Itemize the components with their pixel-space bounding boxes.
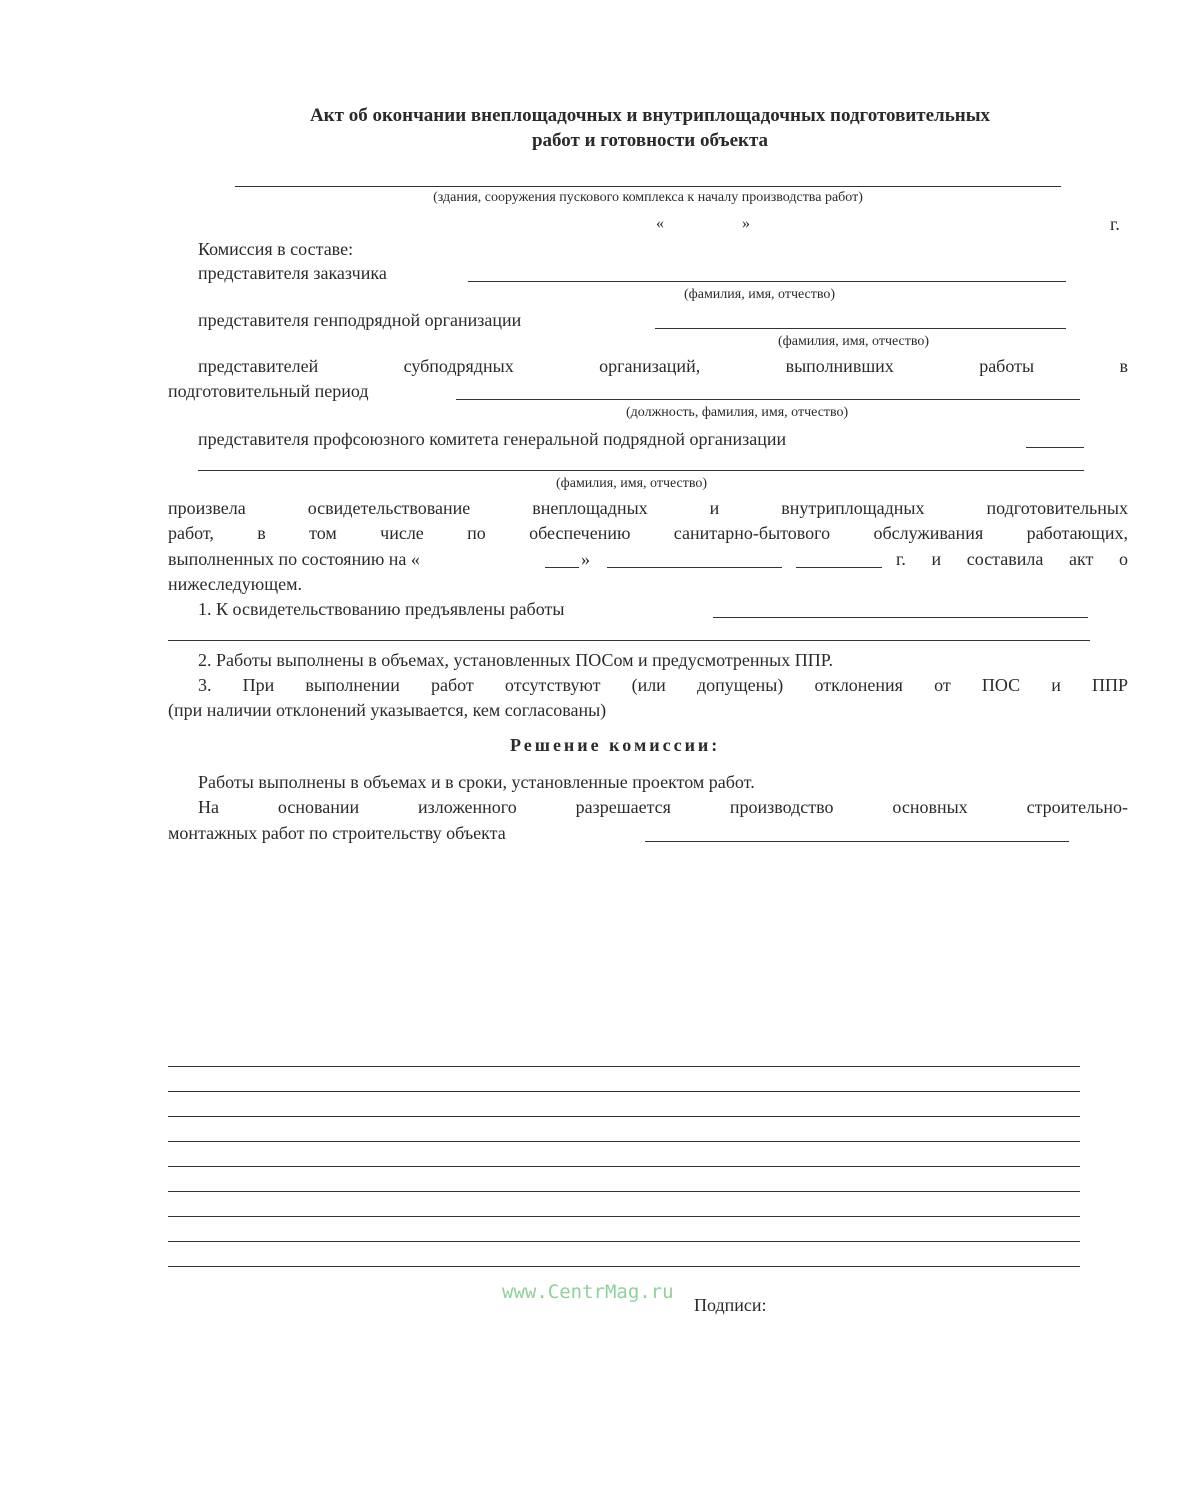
year-line[interactable] bbox=[796, 567, 882, 568]
item-1-line[interactable] bbox=[713, 617, 1088, 618]
ruled-line[interactable] bbox=[168, 1091, 1080, 1092]
watermark: www.CentrMag.ru bbox=[502, 1281, 674, 1303]
decision-line-1: Работы выполнены в объемах и в сроки, установленные проектом работ. bbox=[198, 772, 755, 792]
body-line-1: произвела освидетельствование внеплощадных и внутриплощадных подготовительных bbox=[168, 498, 1128, 518]
subcontractors-word: выполнивших bbox=[785, 356, 894, 376]
item-2: 2. Работы выполнены в объемах, установленных ПОСом и предусмотренных ППР. bbox=[198, 650, 834, 670]
general-contractor-label: представителя генподрядной организации bbox=[198, 310, 522, 330]
body-line-3-quote-close: » bbox=[581, 549, 590, 569]
subcontractors-word: организаций, bbox=[599, 356, 701, 376]
body-line-3-end: г. и составила акт о bbox=[896, 549, 1128, 569]
subcontractors-word: работы bbox=[979, 356, 1035, 376]
subcontractors-word: субподрядных bbox=[403, 356, 514, 376]
item-1: 1. К освидетельствованию предъявлены работы bbox=[198, 599, 565, 619]
date-year-suffix: г. bbox=[1110, 214, 1120, 234]
union-rep-caption: (фамилия, имя, отчество) bbox=[556, 476, 708, 491]
ruled-line[interactable] bbox=[168, 1066, 1080, 1067]
item-1-line-2[interactable] bbox=[168, 640, 1090, 641]
general-contractor-line[interactable] bbox=[655, 328, 1066, 329]
object-name-line[interactable] bbox=[235, 186, 1061, 187]
ruled-line[interactable] bbox=[168, 1216, 1080, 1217]
subcontractors-line[interactable] bbox=[456, 399, 1080, 400]
object-line[interactable] bbox=[645, 841, 1069, 842]
subcontractors-line-1 bbox=[198, 355, 1128, 377]
customer-rep-caption: (фамилия, имя, отчество) bbox=[684, 287, 836, 302]
subcontractors-word: представителей bbox=[198, 356, 319, 376]
ruled-line[interactable] bbox=[168, 1266, 1080, 1267]
subcontractors-line-2: подготовительный период bbox=[168, 381, 369, 401]
ruled-line[interactable] bbox=[168, 1191, 1080, 1192]
object-caption: (здания, сооружения пускового комплекса к началу производства работ) bbox=[433, 190, 863, 205]
day-line[interactable] bbox=[545, 567, 579, 568]
item-3-line-2: (при наличии отклонений указывается, кем согласованы) bbox=[168, 700, 607, 720]
general-contractor-caption: (фамилия, имя, отчество) bbox=[778, 334, 930, 349]
date-quote-close: » bbox=[742, 215, 750, 232]
body-line-2: работ, в том числе по обеспечению санитарно-бытового обслуживания работающих, bbox=[168, 523, 1128, 543]
union-rep-line-end[interactable] bbox=[1026, 447, 1084, 448]
commission-intro: Комиссия в составе: bbox=[198, 239, 354, 259]
customer-rep-line[interactable] bbox=[468, 281, 1066, 282]
signatures-label: Подписи: bbox=[694, 1295, 767, 1315]
date-quote-open: « bbox=[656, 215, 664, 232]
month-line[interactable] bbox=[607, 567, 782, 568]
body-line-3-start: выполненных по состоянию на « bbox=[168, 549, 420, 569]
ruled-line[interactable] bbox=[168, 1116, 1080, 1117]
item-3-line-1: 3. При выполнении работ отсутствуют (или допущены) отклонения от ПОС и ППР bbox=[198, 675, 1128, 695]
union-rep-line[interactable] bbox=[198, 470, 1084, 471]
title-line-2: работ и готовности объекта bbox=[531, 130, 769, 151]
decision-line-2: На основании изложенного разрешается производство основных строительно- bbox=[198, 797, 1128, 817]
ruled-line[interactable] bbox=[168, 1166, 1080, 1167]
subcontractors-caption: (должность, фамилия, имя, отчество) bbox=[626, 405, 849, 420]
document-title bbox=[160, 103, 1140, 153]
decision-heading: Решение комиссии: bbox=[510, 735, 721, 755]
customer-rep-label: представителя заказчика bbox=[198, 263, 387, 283]
ruled-line[interactable] bbox=[168, 1241, 1080, 1242]
subcontractors-word: в bbox=[1119, 356, 1128, 376]
union-rep-label: представителя профсоюзного комитета генеральной подрядной организации bbox=[198, 429, 787, 449]
title-line-1: Акт об окончании внеплощадочных и внутриплощадочных подготовительных bbox=[309, 105, 991, 126]
ruled-line[interactable] bbox=[168, 1141, 1080, 1142]
body-line-4: нижеследующем. bbox=[168, 574, 302, 594]
decision-line-3: монтажных работ по строительству объекта bbox=[168, 823, 506, 843]
